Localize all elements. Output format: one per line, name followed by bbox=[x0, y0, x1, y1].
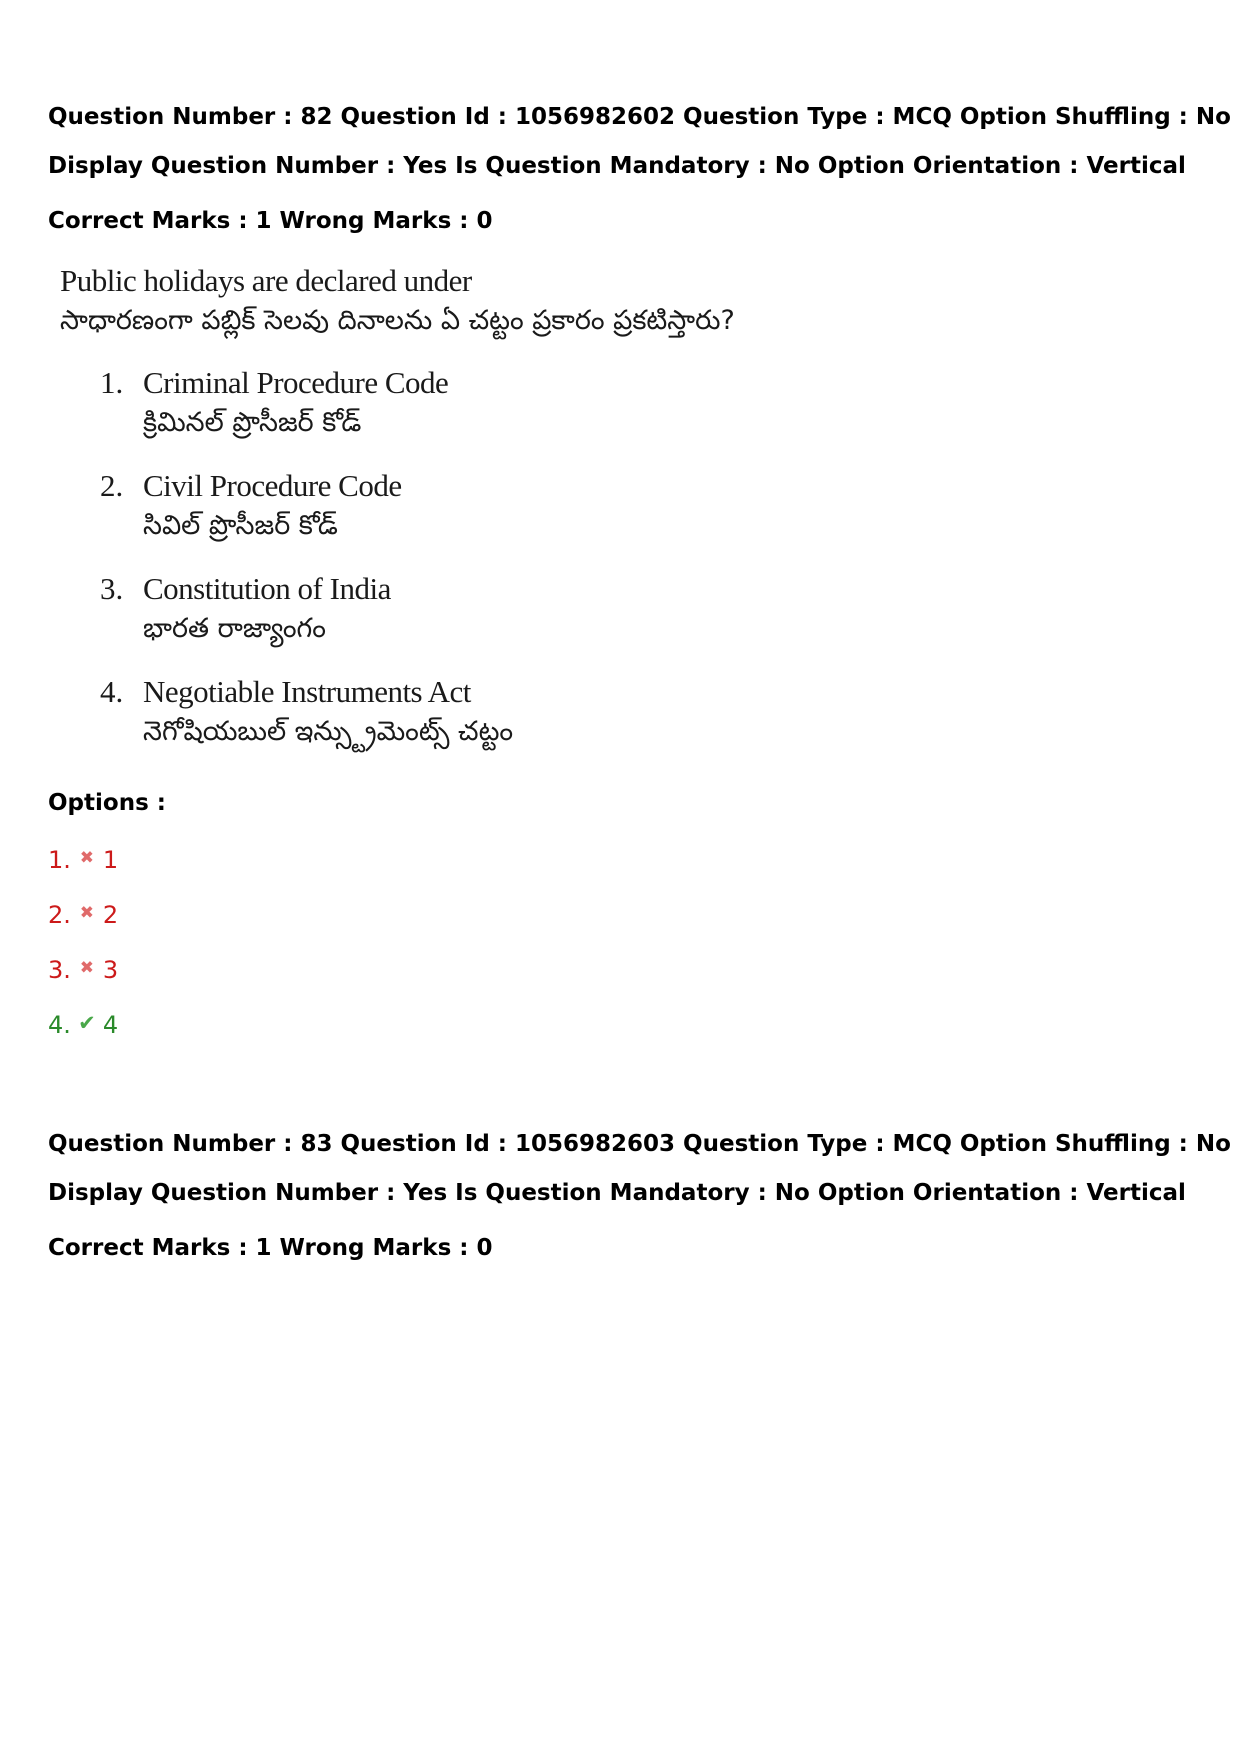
choice-text-te: భారత రాజ్యాంగం bbox=[143, 613, 326, 644]
question-text-te: సాధారణంగా పబ్లిక్ సెలవు దినాలను ఏ చట్టం ప్రకారం ప్రకటిస్తారు? bbox=[60, 305, 735, 336]
q83-meta-line-2: Display Question Number : Yes Is Question Mandatory : No Option Orientation : Vertical bbox=[48, 1180, 1186, 1206]
option-value: 2 bbox=[102, 901, 119, 929]
option-1 bbox=[48, 848, 118, 872]
option-number: 1. bbox=[48, 846, 71, 874]
option-2 bbox=[48, 903, 118, 927]
choice-number: 2. bbox=[100, 468, 124, 503]
q83-meta-line-1: Question Number : 83 Question Id : 1056982603 Question Type : MCQ Option Shuffling : No bbox=[48, 1131, 1231, 1157]
question-text-en: Public holidays are declared under bbox=[60, 263, 472, 298]
q82-meta-line-1: Question Number : 82 Question Id : 1056982602 Question Type : MCQ Option Shuffling : No bbox=[48, 104, 1231, 130]
option-number: 2. bbox=[48, 901, 71, 929]
cross-icon: ✖ bbox=[79, 903, 95, 923]
choice-text-en: Constitution of India bbox=[143, 571, 391, 606]
choice-number: 3. bbox=[100, 571, 124, 606]
choice-text-te: క్రిమినల్ ప్రొసీజర్ కోడ్ bbox=[143, 407, 362, 438]
q82-meta-line-2: Display Question Number : Yes Is Question Mandatory : No Option Orientation : Vertical bbox=[48, 153, 1186, 179]
question-image bbox=[50, 255, 750, 775]
option-4 bbox=[48, 1013, 118, 1037]
choice-number: 4. bbox=[100, 674, 124, 709]
choice-text-te: సివిల్ ప్రొసీజర్ కోడ్ bbox=[143, 510, 338, 541]
options-label: Options : bbox=[48, 790, 166, 816]
option-value: 4 bbox=[102, 1011, 119, 1039]
cross-icon: ✖ bbox=[79, 848, 95, 868]
option-number: 4. bbox=[48, 1011, 71, 1039]
option-3 bbox=[48, 958, 118, 982]
choice-text-en: Negotiable Instruments Act bbox=[143, 674, 471, 709]
choice-number: 1. bbox=[100, 365, 124, 400]
option-number: 3. bbox=[48, 956, 71, 984]
option-value: 3 bbox=[102, 956, 119, 984]
check-icon: ✔ bbox=[78, 1011, 96, 1035]
option-value: 1 bbox=[102, 846, 119, 874]
q82-meta-line-3: Correct Marks : 1 Wrong Marks : 0 bbox=[48, 208, 493, 234]
choice-text-en: Criminal Procedure Code bbox=[143, 365, 449, 400]
q83-meta-line-3: Correct Marks : 1 Wrong Marks : 0 bbox=[48, 1235, 493, 1261]
cross-icon: ✖ bbox=[79, 958, 95, 978]
choice-text-en: Civil Procedure Code bbox=[143, 468, 402, 503]
choice-text-te: నెగోషియబుల్ ఇన్స్ట్రుమెంట్స్ చట్టం bbox=[143, 716, 514, 747]
